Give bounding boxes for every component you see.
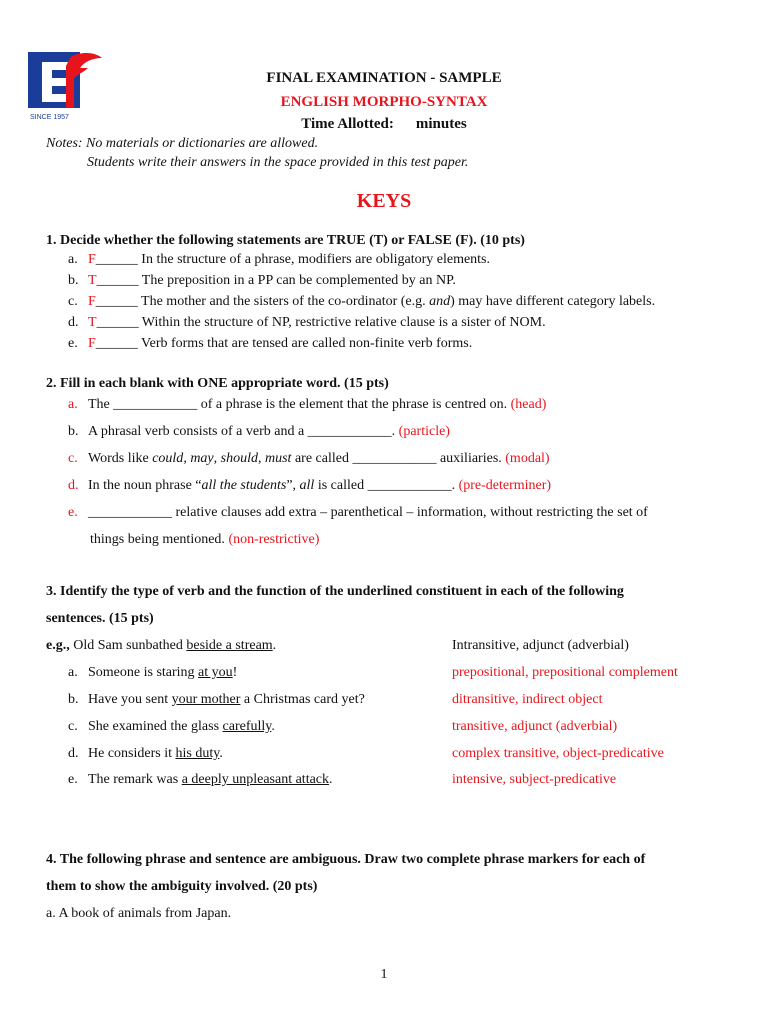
q2-item-d: d. In the noun phrase “all the students”, all is called ____________. (pre-determiner)	[68, 478, 552, 493]
q2-item-a: a. The ____________ of a phrase is the element that the phrase is centred on. (head)	[68, 397, 547, 412]
q1-item-a: a. F______ In the structure of a phrase, modifiers are obligatory elements.	[68, 252, 491, 267]
ef-logo	[28, 52, 102, 122]
q1-item-e: e. F______ Verb forms that are tensed are called non-finite verb forms.	[68, 336, 473, 351]
q1-heading: 1. Decide whether the following statements are TRUE (T) or FALSE (F). (10 pts)	[46, 233, 525, 248]
q3-item-d: d. He considers it his duty.	[68, 746, 223, 761]
page-number: 1	[380, 967, 388, 982]
q1-item-c: c. F______ The mother and the sisters of the co-ordinator (e.g. and) may have different category labels.	[68, 294, 656, 309]
q3-example-answer: Intransitive, adjunct (adverbial)	[452, 638, 629, 653]
time-label: Time Allotted:	[301, 116, 394, 132]
q3-example: e.g., Old Sam sunbathed beside a stream.	[46, 638, 277, 653]
q3-item-e: e. The remark was a deeply unpleasant attack.	[68, 772, 333, 787]
q2-item-e-line2: things being mentioned. (non-restrictive)	[90, 532, 320, 547]
q3-heading-line-1: 3. Identify the type of verb and the function of the underlined constituent in each of the following	[46, 584, 624, 599]
q3-item-b: b. Have you sent your mother a Christmas card yet?	[68, 692, 365, 707]
q2-item-b: b. A phrasal verb consists of a verb and a ____________. (particle)	[68, 424, 450, 439]
q3-heading-line-2: sentences. (15 pts)	[46, 611, 154, 626]
notes-line-2: Students write their answers in the space provided in this test paper.	[87, 155, 469, 170]
q3-answer-b: ditransitive, indirect object	[452, 692, 603, 707]
q3-answer-c: transitive, adjunct (adverbial)	[452, 719, 618, 734]
q1-item-b: b. T______ The preposition in a PP can be complemented by an NP.	[68, 273, 456, 288]
q2-item-e: e. ____________ relative clauses add extra – parenthetical – information, without restricting the set of	[68, 505, 648, 520]
q3-item-a: a. Someone is staring at you!	[68, 665, 238, 680]
q3-answer-d: complex transitive, object-predicative	[452, 746, 664, 761]
q3-item-c: c. She examined the glass carefully.	[68, 719, 275, 734]
q4-heading-line-1: 4. The following phrase and sentence are ambiguous. Draw two complete phrase markers for each of	[46, 852, 646, 867]
logo-since-text: SINCE 1957	[30, 114, 69, 121]
exam-title: FINAL EXAMINATION - SAMPLE	[266, 70, 502, 86]
q4-item-a: a. A book of animals from Japan.	[46, 906, 232, 921]
q4-heading-line-2: them to show the ambiguity involved. (20 pts)	[46, 879, 318, 894]
q2-item-c: c. Words like could, may, should, must are called ____________ auxiliaries. (modal)	[68, 451, 550, 466]
q3-answer-a: prepositional, prepositional complement	[452, 665, 678, 680]
time-allotted	[0, 116, 768, 133]
keys-title: KEYS	[356, 190, 412, 212]
q3-answer-e: intensive, subject-predicative	[452, 772, 617, 787]
exam-subject: ENGLISH MORPHO-SYNTAX	[280, 94, 488, 110]
notes-line-1: Notes: No materials or dictionaries are allowed.	[46, 136, 319, 151]
q2-heading: 2. Fill in each blank with ONE appropriate word. (15 pts)	[46, 376, 389, 391]
q1-item-d: d. T______ Within the structure of NP, restrictive relative clause is a sister of NOM.	[68, 315, 546, 330]
time-unit: minutes	[415, 116, 467, 132]
